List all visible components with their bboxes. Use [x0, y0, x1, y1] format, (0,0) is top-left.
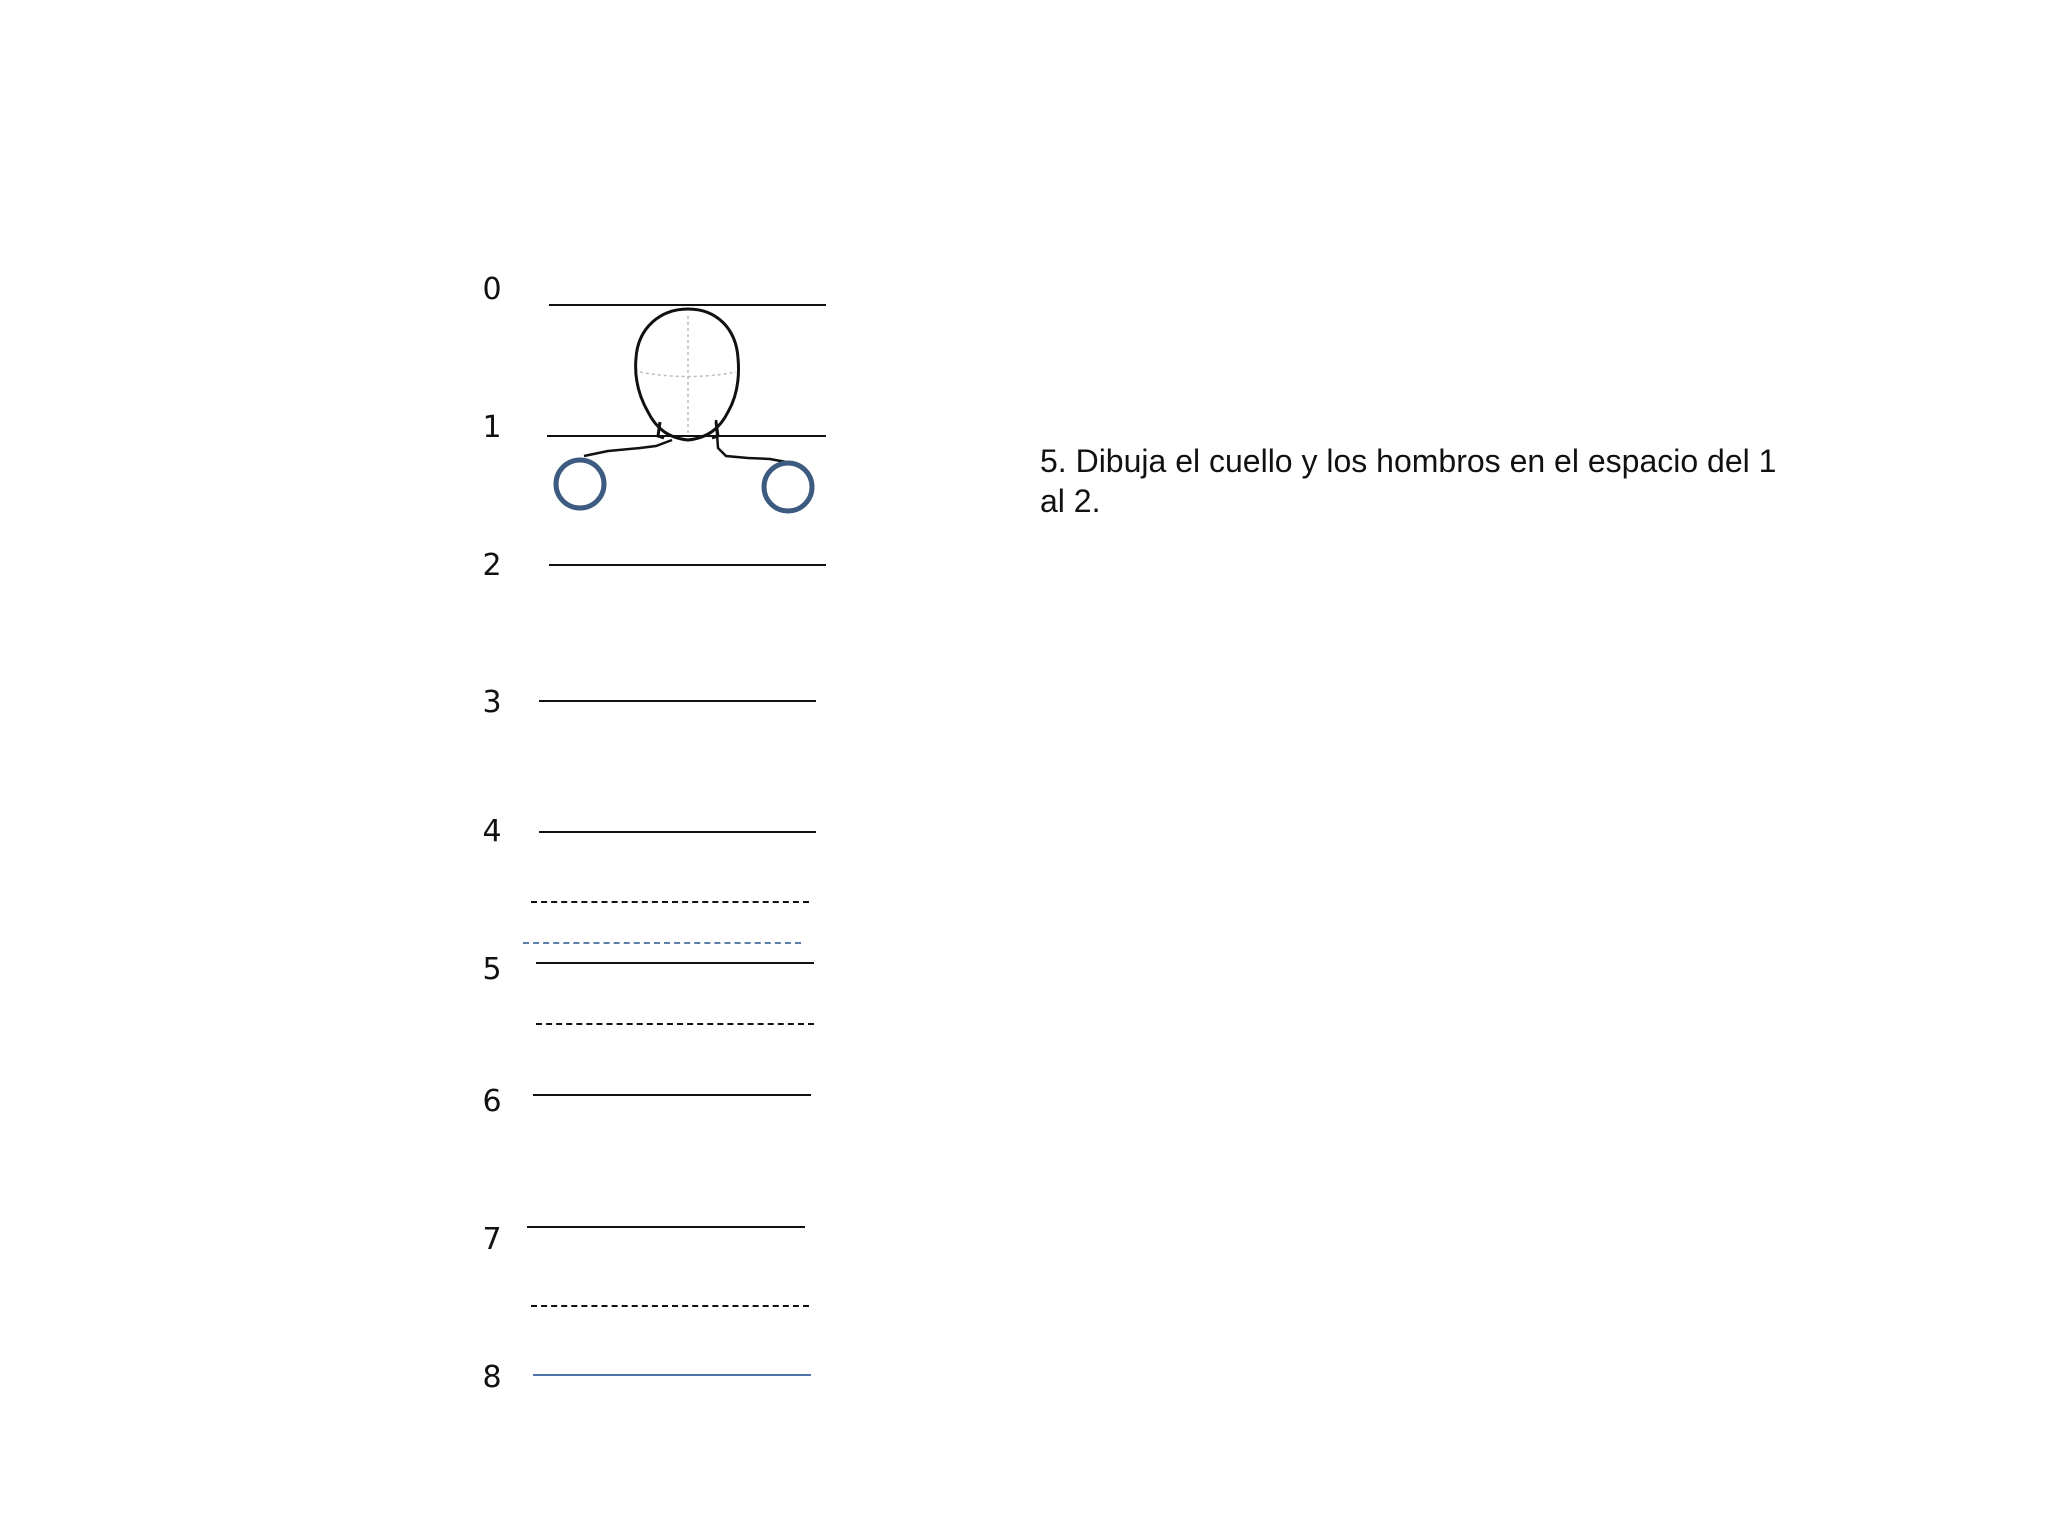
- row-label-5: 5: [482, 952, 502, 987]
- right-shoulder-circle-icon: [764, 463, 812, 511]
- row-label-4: 4: [482, 814, 502, 849]
- left-shoulder-circle-icon: [556, 460, 604, 508]
- row-label-6: 6: [482, 1084, 502, 1119]
- row-label-7: 7: [482, 1222, 502, 1257]
- instruction-text: 5. Dibuja el cuello y los hombros en el espacio del 1 al 2.: [1040, 443, 1777, 519]
- row-label-0: 0: [482, 272, 502, 307]
- row-label-2: 2: [482, 548, 502, 583]
- row-label-3: 3: [482, 685, 502, 720]
- row-label-8: 8: [482, 1360, 502, 1395]
- row-label-1: 1: [482, 410, 502, 445]
